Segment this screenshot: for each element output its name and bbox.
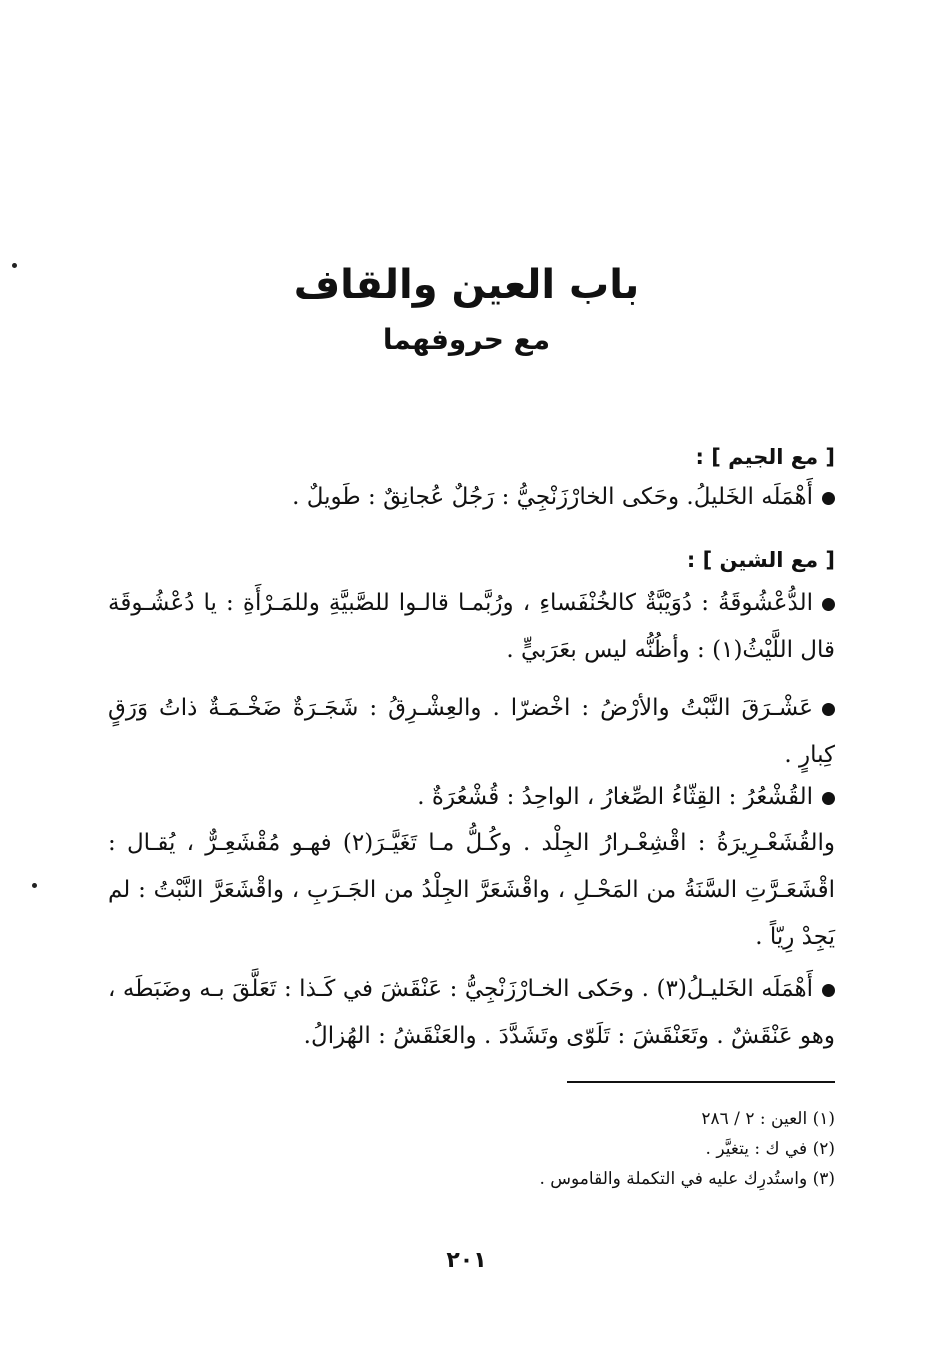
bullet-icon: [822, 703, 835, 716]
entry: [108, 774, 835, 821]
bullet-icon: [822, 492, 835, 505]
entry-text: القُشْعُرُ : القِثّاءُ الصِّغارُ ، الواحِدُ : قُشْعُرَةٌ .: [417, 784, 813, 810]
page-number: ٢٠١: [446, 1248, 487, 1273]
footnote: (٣) واستُدرِك عليه في التكملة والقاموس .: [539, 1169, 835, 1189]
footnote: (١) العين : ٢ / ٢٨٦: [701, 1109, 835, 1129]
footnotes: [108, 1104, 835, 1194]
section-heading: [ مع الشين ] :: [686, 548, 835, 572]
footnote-divider: [567, 1081, 835, 1083]
bullet-icon: [822, 984, 835, 997]
entry: [108, 685, 835, 779]
section-heading: [ مع الجيم ] :: [695, 445, 835, 469]
entry-continuation: [108, 820, 835, 961]
entry: [108, 966, 835, 1060]
entry-text: أَهْمَلَه الخَليلُ. وحَكى الخارْزَنْجِيُّ : رَجُلٌ عُجانِقٌ : طَويلٌ .: [292, 484, 813, 510]
footnote: (٢) في ك : يتغيَّر .: [705, 1139, 835, 1159]
entry-text: عَشْـرَقَ النَّبْتُ والأرْضُ : اخْضرّا . والعِشْـرِقُ : شَجَـرَةٌ ضَخْـمَـةٌ ذاتُ وَرَقٍ كِبارٍ .: [108, 695, 835, 768]
entry-text: الدُّعْشُوقَةُ : دُوَيْبَّةٌ كالخُنْفَساءِ ، ورُبَّمـا قالـوا للصَّبيَّةِ وللمَـرْأَةِ : يا دُعْشُـوقَة قال اللَّيْثُ(١) : وأظُنُّه ليس بعَرَبيٍّ .: [108, 590, 835, 663]
chapter-subtitle: مع حروفهما: [382, 323, 551, 356]
entry-text: أَهْمَلَه الخَليـلُ(٣) . وحَكى الخـارْزَنْجِيُّ : عَنْقَشَ في كَـذا : تَعَلَّقَ بـه وضَبَطَه ، وهو عَنْقَشٌ . وتَعَنْقَشَ : تَلَوّى وتَشَدَّدَ . والعَنْقَشُ : الهُزالُ.: [108, 976, 835, 1049]
bullet-icon: [822, 792, 835, 805]
bullet-icon: [822, 598, 835, 611]
chapter-title: باب العين والقاف: [293, 262, 640, 308]
entry: [108, 580, 835, 674]
entry-text: والقُشَعْـرِيرَةُ : اقْشِعْـرارُ الجِلْد . وكُـلُّ مـا تَغَيَّـرَ(٢) فهـو مُقْشَعِـرٌّ ، يُقـال : اقْشَعَـرَّتِ السَّنَةُ من المَحْـلِ ، واقْشَعَرَّ الجِلْدُ من الجَـرَبِ ، واقْشَعَرَّ النَّبْتُ : لم يَجِدْ رِيّاً .: [108, 830, 835, 950]
entry: [108, 474, 835, 521]
margin-mark: [32, 883, 37, 888]
